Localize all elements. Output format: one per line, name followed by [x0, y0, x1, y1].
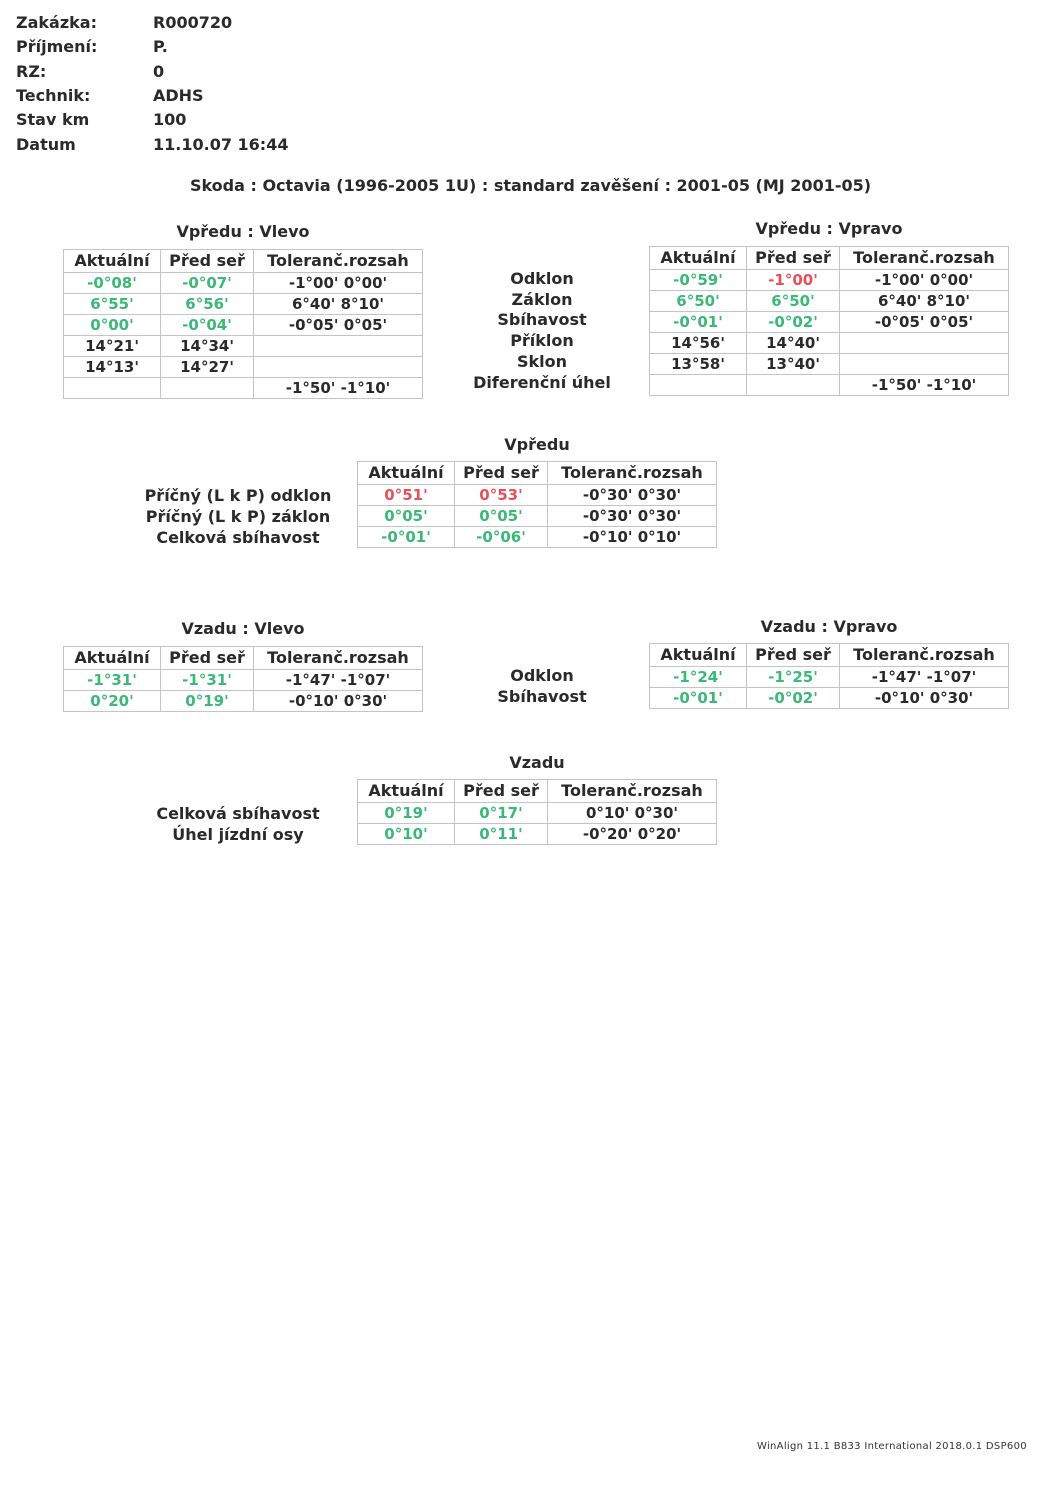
col-header-tolerance: Toleranč.rozsah	[548, 780, 717, 803]
rear-right-table	[649, 643, 1009, 709]
header-value: 0	[153, 61, 165, 81]
table-row	[650, 688, 1009, 709]
tolerance-value: 0°10' 0°30'	[548, 803, 717, 824]
before-value: 6°50'	[747, 291, 840, 312]
col-header-tolerance: Toleranč.rozsah	[840, 247, 1009, 270]
actual-value: 14°56'	[650, 333, 747, 354]
before-value: 14°34'	[161, 336, 254, 357]
header-label: Stav km	[16, 110, 90, 130]
rear-left-title: Vzadu : Vlevo	[181, 619, 305, 638]
before-value: -1°31'	[161, 670, 254, 691]
measure-label: Úhel jízdní osy	[172, 825, 304, 844]
tolerance-value	[254, 357, 423, 378]
tolerance-value: -1°50' -1°10'	[254, 378, 423, 399]
header-value: 100	[153, 110, 187, 130]
actual-value: 0°05'	[358, 506, 455, 527]
actual-value: 0°19'	[358, 803, 455, 824]
tolerance-value	[254, 336, 423, 357]
actual-value: 6°50'	[650, 291, 747, 312]
before-value: -0°06'	[455, 527, 548, 548]
tolerance-value: -1°47' -1°07'	[254, 670, 423, 691]
rear-total-labels	[128, 803, 348, 845]
actual-value: 6°55'	[64, 294, 161, 315]
before-value: 0°17'	[455, 803, 548, 824]
tolerance-value: -0°10' 0°10'	[548, 527, 717, 548]
tolerance-value: -0°30' 0°30'	[548, 506, 717, 527]
col-header-tolerance: Toleranč.rozsah	[548, 462, 717, 485]
front-total-labels	[128, 485, 348, 548]
rear-left-table	[63, 646, 423, 712]
before-value: 14°27'	[161, 357, 254, 378]
col-header-before: Před seř	[455, 780, 548, 803]
before-value: 0°11'	[455, 824, 548, 845]
table-row	[64, 273, 423, 294]
measure-label: Příčný (L k P) odklon	[144, 486, 332, 505]
tolerance-value: -1°50' -1°10'	[840, 375, 1009, 396]
header-value: P.	[153, 37, 168, 57]
col-header-before: Před seř	[161, 647, 254, 670]
measure-label: Odklon	[510, 666, 574, 685]
measure-label: Příčný (L k P) záklon	[145, 507, 331, 526]
before-value: 14°40'	[747, 333, 840, 354]
table-row	[358, 824, 717, 845]
front-total-table	[357, 461, 717, 548]
tolerance-value: -0°05' 0°05'	[840, 312, 1009, 333]
actual-value: -1°31'	[64, 670, 161, 691]
actual-value: 0°00'	[64, 315, 161, 336]
table-row	[650, 375, 1009, 396]
table-row	[650, 667, 1009, 688]
col-header-before: Před seř	[161, 250, 254, 273]
actual-value: -0°59'	[650, 270, 747, 291]
actual-value: -0°01'	[650, 312, 747, 333]
before-value: -1°25'	[747, 667, 840, 688]
col-header-tolerance: Toleranč.rozsah	[254, 647, 423, 670]
before-value: 0°05'	[455, 506, 548, 527]
col-header-tolerance: Toleranč.rozsah	[840, 644, 1009, 667]
table-row	[650, 270, 1009, 291]
header-label: Příjmení:	[16, 37, 98, 57]
actual-value: 13°58'	[650, 354, 747, 375]
tolerance-value: 6°40' 8°10'	[254, 294, 423, 315]
tolerance-value	[840, 333, 1009, 354]
actual-value: 0°51'	[358, 485, 455, 506]
rear-total-table	[357, 779, 717, 845]
before-value: -0°07'	[161, 273, 254, 294]
measure-label: Sbíhavost	[497, 310, 587, 330]
before-value: 6°56'	[161, 294, 254, 315]
before-value: -1°00'	[747, 270, 840, 291]
table-row	[650, 291, 1009, 312]
col-header-tolerance: Toleranč.rozsah	[254, 250, 423, 273]
table-row	[358, 485, 717, 506]
col-header-actual: Aktuální	[64, 647, 161, 670]
tolerance-value: -1°00' 0°00'	[840, 270, 1009, 291]
actual-value	[650, 375, 747, 396]
tolerance-value: -1°47' -1°07'	[840, 667, 1009, 688]
tolerance-value: -0°30' 0°30'	[548, 485, 717, 506]
measure-label: Sklon	[516, 351, 568, 371]
header-value: 11.10.07 16:44	[153, 134, 289, 154]
before-value: 0°19'	[161, 691, 254, 712]
actual-value: -1°24'	[650, 667, 747, 688]
col-header-actual: Aktuální	[358, 462, 455, 485]
software-footer: WinAlign 11.1 B833 International 2018.0.1 DSP600	[757, 1441, 1027, 1452]
actual-value: -0°08'	[64, 273, 161, 294]
table-row	[358, 527, 717, 548]
front-right-title: Vpředu : Vpravo	[755, 219, 903, 238]
header-label: Technik:	[16, 85, 91, 105]
tolerance-value: -0°05' 0°05'	[254, 315, 423, 336]
front-measure-labels	[470, 269, 614, 393]
tolerance-value	[840, 354, 1009, 375]
col-header-actual: Aktuální	[64, 250, 161, 273]
tolerance-value: -0°20' 0°20'	[548, 824, 717, 845]
col-header-before: Před seř	[455, 462, 548, 485]
col-header-actual: Aktuální	[358, 780, 455, 803]
actual-value: 0°20'	[64, 691, 161, 712]
col-header-actual: Aktuální	[650, 247, 747, 270]
col-header-actual: Aktuální	[650, 644, 747, 667]
before-value: -0°04'	[161, 315, 254, 336]
table-row	[64, 315, 423, 336]
tolerance-value: -1°00' 0°00'	[254, 273, 423, 294]
header-label: Datum	[16, 134, 76, 154]
tolerance-value: 6°40' 8°10'	[840, 291, 1009, 312]
table-row	[64, 691, 423, 712]
measure-label: Odklon	[510, 269, 574, 288]
measure-label: Diferenční úhel	[473, 372, 611, 392]
before-value	[747, 375, 840, 396]
col-header-before: Před seř	[747, 247, 840, 270]
before-value: -0°02'	[747, 312, 840, 333]
table-row	[358, 506, 717, 527]
actual-value	[64, 378, 161, 399]
front-left-table	[63, 249, 423, 399]
actual-value: 14°21'	[64, 336, 161, 357]
tolerance-value: -0°10' 0°30'	[840, 688, 1009, 709]
rear-total-title: Vzadu	[509, 753, 565, 772]
front-total-title: Vpředu	[504, 435, 570, 454]
table-row	[650, 312, 1009, 333]
col-header-before: Před seř	[747, 644, 840, 667]
measure-label: Sbíhavost	[497, 686, 587, 706]
actual-value: -0°01'	[650, 688, 747, 709]
measure-label: Celková sbíhavost	[156, 804, 320, 823]
front-left-title: Vpředu : Vlevo	[176, 222, 310, 241]
header-label: Zakázka:	[16, 13, 97, 32]
header-value: ADHS	[153, 85, 204, 105]
tolerance-value: -0°10' 0°30'	[254, 691, 423, 712]
actual-value: 14°13'	[64, 357, 161, 378]
before-value: -0°02'	[747, 688, 840, 709]
front-right-table	[649, 246, 1009, 396]
header-value: R000720	[153, 13, 233, 32]
before-value	[161, 378, 254, 399]
rear-right-title: Vzadu : Vpravo	[760, 617, 898, 636]
actual-value: -0°01'	[358, 527, 455, 548]
rear-measure-labels	[470, 666, 614, 707]
table-row	[64, 357, 423, 378]
table-row	[64, 670, 423, 691]
measure-label: Celková sbíhavost	[156, 528, 320, 547]
table-row	[64, 336, 423, 357]
table-row	[64, 378, 423, 399]
actual-value: 0°10'	[358, 824, 455, 845]
before-value: 0°53'	[455, 485, 548, 506]
measure-label: Záklon	[511, 289, 573, 309]
vehicle-title: Skoda : Octavia (1996-2005 1U) : standard zavěšení : 2001-05 (MJ 2001-05)	[189, 176, 872, 195]
table-row	[64, 294, 423, 315]
header-label: RZ:	[16, 61, 47, 81]
measure-label: Příklon	[510, 331, 574, 351]
table-row	[650, 333, 1009, 354]
table-row	[650, 354, 1009, 375]
before-value: 13°40'	[747, 354, 840, 375]
table-row	[358, 803, 717, 824]
